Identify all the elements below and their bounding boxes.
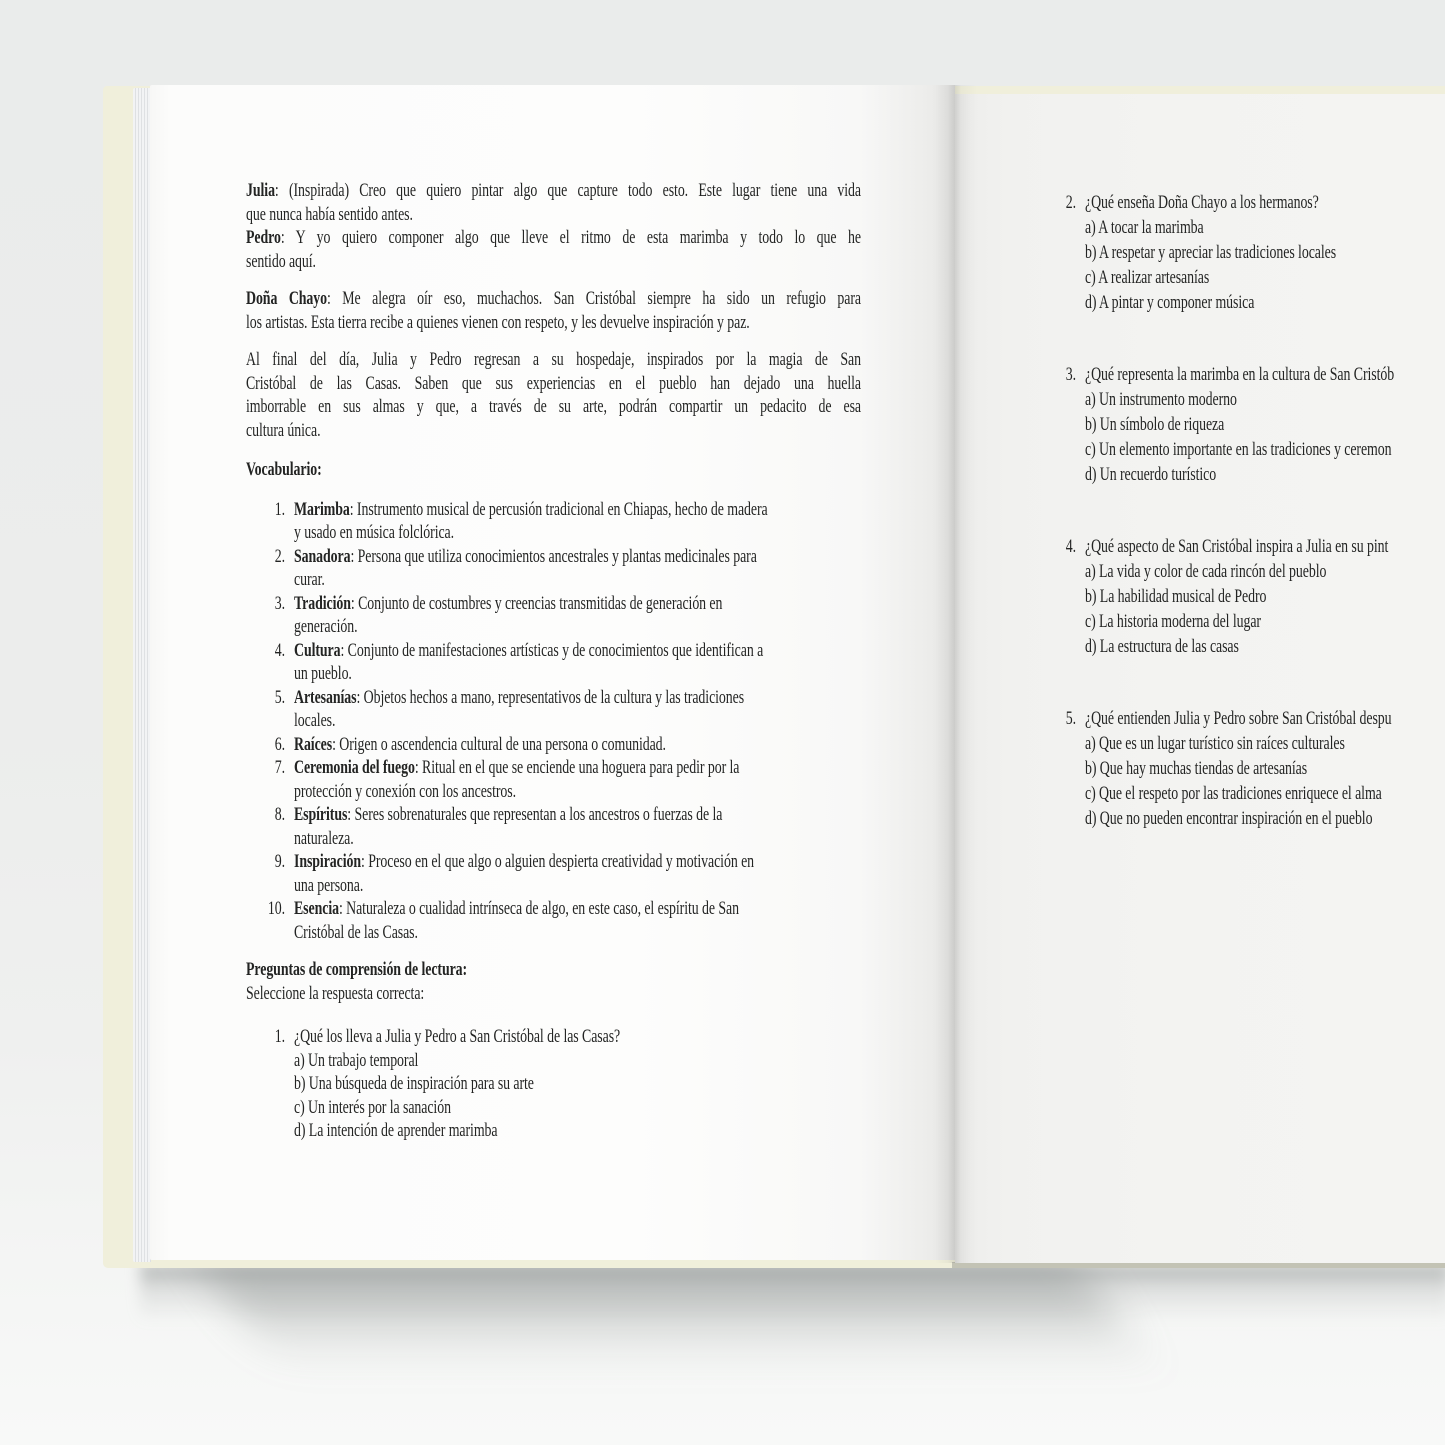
item-number: 3. (1065, 365, 1076, 385)
item-number: 2. (1065, 193, 1076, 213)
question-text: ¿Qué entienden Julia y Pedro sobre San Cristóbal despu (1085, 709, 1392, 729)
answer-option: b) Un símbolo de riqueza (1085, 415, 1225, 435)
vocab-item-content (294, 499, 861, 546)
dialogue-paragraph (246, 227, 861, 274)
text-line: imborrable en sus almas y que, a través de su arte, podrán compartir un pedacito de esa (246, 397, 861, 417)
text-line (294, 687, 861, 711)
question-item (1046, 707, 1445, 832)
item-number: 6. (274, 734, 285, 755)
page-edge-stack (133, 88, 151, 1262)
left-page (150, 85, 955, 1260)
item-number: 8. (274, 805, 285, 825)
vocab-definition: : Instrumento musical de percusión tradicional en Chiapas, hecho de madera (349, 499, 768, 520)
answer-option: c) A realizar artesanías (1085, 268, 1210, 288)
questions-heading: Preguntas de comprensión de lectura: (246, 960, 468, 980)
vocab-item-content (294, 546, 861, 593)
vocab-definition: : Conjunto de manifestaciones artísticas y de conocimientos que identifican a (340, 640, 764, 661)
question-content (1085, 363, 1445, 488)
vocab-definition: : Objetos hechos a mano, representativos de la cultura y las tradiciones (356, 687, 745, 708)
item-number: 3. (274, 593, 285, 614)
dialogue-text: : Me alegra oír eso, muchachos. San Cristóbal siempre ha sido un refugio para (327, 289, 861, 309)
answer-option: c) Que el respeto por las tradiciones enriquece el alma (1085, 784, 1382, 804)
vocab-item-content (294, 687, 861, 734)
vocab-term: Cultura (294, 640, 341, 661)
answer-option: d) La estructura de las casas (1085, 637, 1239, 657)
vocab-term: Marimba (294, 499, 350, 520)
vocab-list (246, 499, 861, 946)
vocab-item (246, 757, 861, 804)
vocab-item-content (294, 804, 861, 851)
answer-option: b) Que hay muchas tiendas de artesanías (1085, 759, 1308, 779)
question-content (1085, 535, 1445, 660)
text-line (294, 804, 861, 828)
item-number: 10. (267, 899, 285, 919)
item-number: 2. (274, 546, 285, 567)
right-page (955, 94, 1445, 1263)
item-number: 4. (1065, 537, 1076, 557)
vocab-item-content (294, 593, 861, 640)
text-line (294, 593, 861, 617)
text-line: los artistas. Esta tierra recibe a quienes vienen con respeto, y les devuelve inspiración y paz. (246, 312, 750, 333)
vocab-item (246, 734, 861, 758)
vocab-item-content (294, 757, 861, 804)
text-line (294, 640, 861, 664)
questions-list-right (1046, 191, 1445, 832)
text-line: locales. (294, 711, 336, 731)
answer-option: c) Un interés por la sanación (294, 1097, 451, 1118)
vocab-heading: Vocabulario: (246, 460, 322, 480)
speaker-name: Pedro (246, 228, 281, 248)
question-content (1085, 191, 1445, 316)
answer-option: b) La habilidad musical de Pedro (1085, 587, 1267, 607)
dialogue-paragraph (246, 288, 861, 335)
speaker-name: Julia (246, 181, 275, 201)
text-line: y usado en música folclórica. (294, 523, 455, 543)
vocab-item (246, 804, 861, 851)
vocab-item-content (294, 640, 861, 687)
item-number: 1. (274, 499, 285, 520)
answer-option: a) Un instrumento moderno (1085, 390, 1237, 410)
vocab-item (246, 593, 861, 640)
text-line: generación. (294, 617, 358, 637)
vocab-item-content (294, 851, 861, 898)
text-line (246, 288, 861, 312)
question-text: ¿Qué los lleva a Julia y Pedro a San Cristóbal de las Casas? (294, 1027, 621, 1047)
text-line: sentido aquí. (246, 251, 316, 272)
question-item (1046, 191, 1445, 316)
text-line: protección y conexión con los ancestros. (294, 781, 517, 802)
answer-option: c) La historia moderna del lugar (1085, 612, 1261, 632)
text-line (294, 499, 861, 523)
text-line: naturaleza. (294, 828, 354, 849)
item-number: 5. (1065, 709, 1076, 729)
question-text: ¿Qué aspecto de San Cristóbal inspira a Julia en su pint (1085, 537, 1389, 557)
question-text: ¿Qué enseña Doña Chayo a los hermanos? (1085, 193, 1319, 213)
answer-option: b) A respetar y apreciar las tradiciones locales (1085, 243, 1337, 263)
vocab-term: Esencia (294, 899, 339, 919)
text-line: curar. (294, 570, 325, 590)
vocab-item (246, 687, 861, 734)
vocab-definition: : Ritual en el que se enciende una hoguera para pedir por la (414, 758, 740, 778)
text-line: Al final del día, Julia y Pedro regresan a su hospedaje, inspirados por la magia de San (246, 350, 861, 370)
text-line: una persona. (294, 875, 364, 896)
narration-paragraph (246, 349, 861, 443)
answer-option: c) Un elemento importante en las tradiciones y ceremon (1085, 440, 1392, 460)
text-line: que nunca había sentido antes. (246, 204, 413, 225)
text-line: Cristóbal de las Casas. (294, 922, 418, 943)
vocab-item-content (294, 734, 861, 758)
text-line: cultura única. (246, 420, 321, 441)
answer-option: a) La vida y color de cada rincón del pueblo (1085, 562, 1327, 582)
item-number: 9. (274, 852, 285, 872)
text-line (294, 898, 861, 922)
item-number: 5. (274, 687, 285, 708)
book-contact-shadow (140, 1264, 1445, 1322)
questions-subheading: Seleccione la respuesta correcta: (246, 983, 425, 1004)
vocab-definition: : Proceso en el que algo o alguien despierta creatividad y motivación en (361, 852, 755, 872)
answer-option: d) La intención de aprender marimba (294, 1121, 498, 1141)
speaker-name: Doña Chayo (246, 289, 327, 309)
question-item (1046, 535, 1445, 660)
vocab-definition: : Naturaleza o cualidad intrínseca de algo, en este caso, el espíritu de San (338, 899, 739, 919)
questions-list-left (246, 1026, 861, 1144)
text-line (246, 227, 861, 251)
item-number: 1. (274, 1027, 285, 1047)
vocab-definition: : Persona que utiliza conocimientos ancestrales y plantas medicinales para (350, 546, 757, 567)
vocab-term: Espíritus (294, 805, 348, 825)
text-line (246, 180, 861, 204)
answer-option: d) A pintar y componer música (1085, 293, 1255, 313)
vocab-item (246, 898, 861, 945)
answer-option: d) Un recuerdo turístico (1085, 465, 1217, 485)
text-line: un pueblo. (294, 664, 352, 684)
text-line (294, 734, 861, 758)
item-number: 4. (274, 640, 285, 661)
vocab-term: Sanadora (294, 546, 351, 567)
vocab-term: Raíces (294, 734, 333, 755)
left-page-text-column (246, 180, 861, 1144)
dialogue-text: : Y yo quiero componer algo que lleve el ritmo de esta marimba y todo lo que he (280, 228, 861, 248)
question-text: ¿Qué representa la marimba en la cultura de San Cristób (1085, 365, 1395, 385)
answer-option: b) Una búsqueda de inspiración para su arte (294, 1074, 534, 1094)
question-item (246, 1026, 861, 1144)
vocab-item (246, 640, 861, 687)
question-content (294, 1026, 861, 1144)
dialogue-section (246, 180, 861, 443)
answer-option: a) Un trabajo temporal (294, 1050, 419, 1071)
text-line (294, 546, 861, 570)
text-line: Cristóbal de las Casas. Saben que sus experiencias en el pueblo han dejado una huella (246, 373, 861, 394)
question-content (1085, 707, 1445, 832)
answer-option: a) A tocar la marimba (1085, 218, 1204, 238)
vocab-definition: : Origen o ascendencia cultural de una persona o comunidad. (332, 734, 666, 755)
text-line (294, 851, 861, 875)
vocab-definition: : Conjunto de costumbres y creencias transmitidas de generación en (350, 593, 723, 614)
vocab-item (246, 546, 861, 593)
vocab-item (246, 851, 861, 898)
text-line (294, 757, 861, 781)
vocab-item-content (294, 898, 861, 945)
dialogue-paragraph (246, 180, 861, 227)
right-page-text-column (1046, 191, 1445, 832)
question-item (1046, 363, 1445, 488)
vocab-term: Artesanías (294, 687, 357, 708)
dialogue-text: : (Inspirada) Creo que quiero pintar algo que capture todo esto. Este lugar tiene una vida (274, 181, 861, 201)
vocab-definition: : Seres sobrenaturales que representan a los ancestros o fuerzas de la (347, 805, 723, 825)
vocab-term: Inspiración (294, 852, 362, 872)
vocab-term: Tradición (294, 593, 351, 614)
item-number: 7. (274, 758, 285, 778)
vocab-term: Ceremonia del fuego (294, 758, 415, 778)
answer-option: a) Que es un lugar turístico sin raíces culturales (1085, 734, 1345, 754)
answer-option: d) Que no pueden encontrar inspiración en el pueblo (1085, 809, 1373, 829)
vocab-item (246, 499, 861, 546)
